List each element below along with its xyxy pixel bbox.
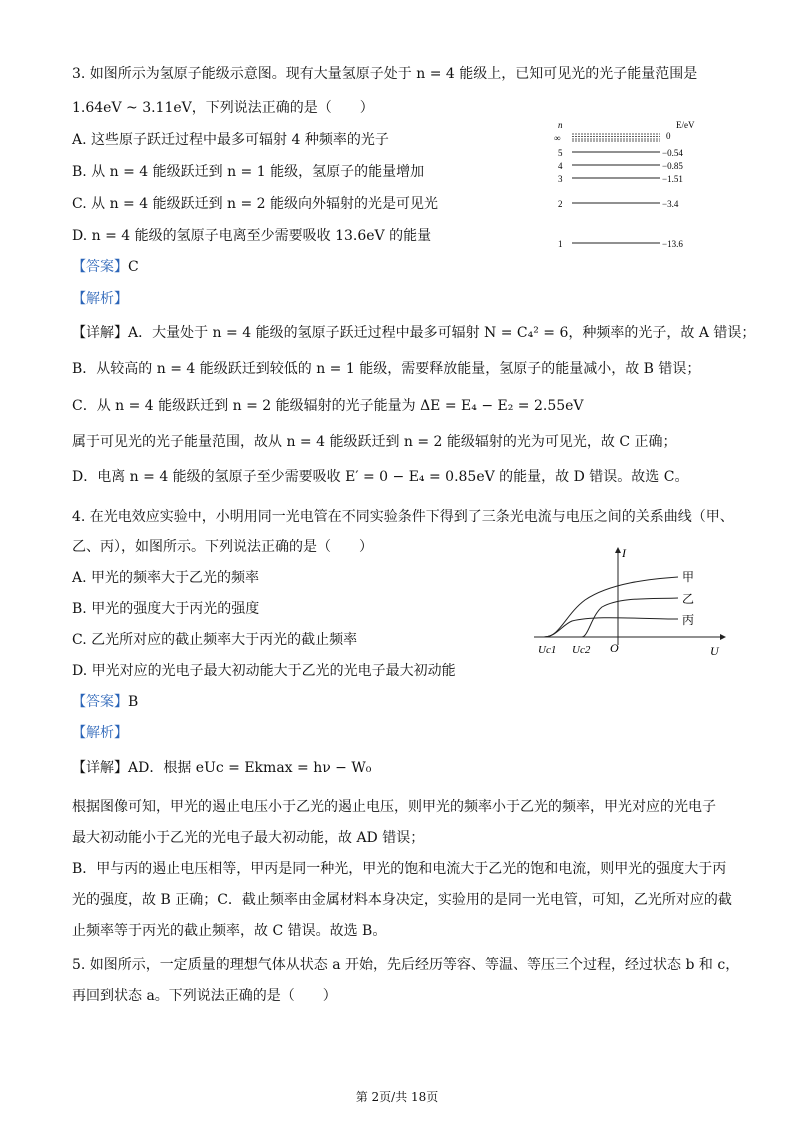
q3-option-c: C. 从 n = 4 能级跃迁到 n = 2 能级向外辐射的光是可见光 (72, 196, 439, 212)
q3-answer-value: C (128, 259, 139, 275)
level-5-e: −0.54 (662, 148, 683, 158)
q3-detail-tag: 【详解】 (72, 325, 128, 341)
q4-option-c: C. 乙光所对应的截止频率大于丙光的截止频率 (72, 632, 358, 648)
i-axis-label: I (622, 546, 626, 560)
q5-stem-line-2: 再回到状态 a。下列说法正确的是（ ） (72, 988, 337, 1004)
q3-detail-line-2: B．从较高的 n = 4 能级跃迁到较低的 n = 1 能级，需要释放能量，氢原子的能量减小，故 B 错误； (72, 361, 701, 377)
level-1-n: 1 (558, 239, 563, 249)
q4-detail-line-1 (72, 758, 371, 778)
q4-detail-tag: 【详解】 (72, 760, 128, 776)
q4-detail-line-4: B．甲与丙的遏止电压相等，甲丙是同一种光，甲光的饱和电流大于乙光的饱和电流，则甲光的强度大于丙 (72, 861, 727, 877)
q3-stem-line-1: 3. 如图所示为氢原子能级示意图。现有大量氢原子处于 n = 4 能级上，已知可见光的光子能量范围是 (72, 66, 698, 82)
energy-level-diagram (550, 118, 710, 258)
origin-label: O (610, 641, 619, 655)
u-axis-label: U (710, 644, 719, 658)
q4-stem-line-1: 4. 在光电效应实验中，小明用同一光电管在不同实验条件下得到了三条光电流与电压之间的关系曲线（甲、 (72, 509, 734, 525)
q3-answer (72, 257, 139, 277)
level-inf-e: 0 (666, 131, 671, 141)
q4-option-d: D. 甲光对应的光电子最大初动能大于乙光的光电子最大初动能 (72, 663, 456, 679)
uc2-label: Uc2 (572, 644, 591, 656)
q4-detail-line-6: 止频率等于丙光的截止频率，故 C 错误。故选 B。 (72, 923, 387, 939)
photocurrent-graph (530, 545, 730, 660)
level-inf-n: ∞ (554, 133, 561, 143)
q5-stem-line-1: 5. 如图所示，一定质量的理想气体从状态 a 开始，先后经历等容、等温、等压三个过程，经过状态 b 和 c， (72, 957, 740, 973)
q4-stem-line-2: 乙、丙），如图所示。下列说法正确的是（ ） (72, 539, 373, 555)
level-1-e: −13.6 (662, 239, 683, 249)
q3-detail-text: A．大量处于 n = 4 能级的氢原子跃迁过程中最多可辐射 N = C₄² = 6，种频率的光子，故 A 错误； (128, 325, 756, 341)
q3-analysis-tag: 【解析】 (72, 291, 128, 307)
q4-answer (72, 692, 138, 712)
level-4-e: −0.85 (662, 161, 683, 171)
level-5-n: 5 (558, 148, 563, 158)
q4-answer-tag: 【答案】 (72, 694, 128, 710)
q3-detail-line-3: C．从 n = 4 能级跃迁到 n = 2 能级辐射的光子能量为 ΔE = E₄ − E₂ = 2.55eV (72, 398, 584, 414)
q4-analysis-tag: 【解析】 (72, 725, 128, 741)
q4-detail-line-2: 根据图像可知，甲光的遏止电压小于乙光的遏止电压，则甲光的频率小于乙光的频率，甲光对应的光电子 (72, 799, 716, 815)
q4-option-b: B. 甲光的强度大于丙光的强度 (72, 601, 260, 617)
curve-bing (544, 618, 678, 637)
q3-stem-line-2: 1.64eV ~ 3.11eV，下列说法正确的是（ ） (72, 100, 374, 116)
q4-answer-value: B (128, 694, 139, 710)
level-2-e: −3.4 (662, 199, 679, 209)
curve-yi-label: 乙 (682, 592, 695, 606)
level-3-n: 3 (558, 174, 563, 184)
q3-answer-tag: 【答案】 (72, 259, 128, 275)
page-footer: 第 2页/共 18页 (355, 1090, 439, 1104)
curve-jia-label: 甲 (682, 570, 695, 584)
q3-detail-line-4: 属于可见光的光子能量范围，故从 n = 4 能级跃迁到 n = 2 能级辐射的光为可见光，故 C 正确； (72, 434, 677, 450)
q3-option-d: D. n = 4 能级的氢原子电离至少需要吸收 13.6eV 的能量 (72, 228, 432, 244)
q4-option-a: A. 甲光的频率大于乙光的频率 (72, 570, 260, 586)
level-2-n: 2 (558, 199, 563, 209)
q3-detail-line-5: D．电离 n = 4 能级的氢原子至少需要吸收 E′ = 0 − E₄ = 0.85eV 的能量，故 D 错误。故选 C。 (72, 469, 689, 485)
diagram-n-header: n (558, 120, 563, 130)
q3-option-b: B. 从 n = 4 能级跃迁到 n = 1 能级，氢原子的能量增加 (72, 164, 425, 180)
q4-detail-line-5: 光的强度，故 B 正确；C．截止频率由金属材料本身决定，实验用的是同一光电管，可知，乙光所对应的截 (72, 892, 732, 908)
q3-detail-line-1 (72, 323, 755, 343)
level-4-n: 4 (558, 161, 563, 171)
q3-option-a: A. 这些原子跃迁过程中最多可辐射 4 种频率的光子 (72, 132, 389, 148)
q4-detail-text: AD．根据 eUc = Ekmax = hν − W₀ (128, 760, 372, 776)
curve-jia (544, 577, 678, 637)
level-3-e: −1.51 (662, 174, 683, 184)
diagram-e-header: E/eV (676, 120, 695, 130)
q4-detail-line-3: 最大初动能小于乙光的光电子最大初动能，故 AD 错误； (72, 830, 425, 846)
curve-bing-label: 丙 (682, 613, 695, 627)
uc1-label: Uc1 (538, 644, 557, 656)
